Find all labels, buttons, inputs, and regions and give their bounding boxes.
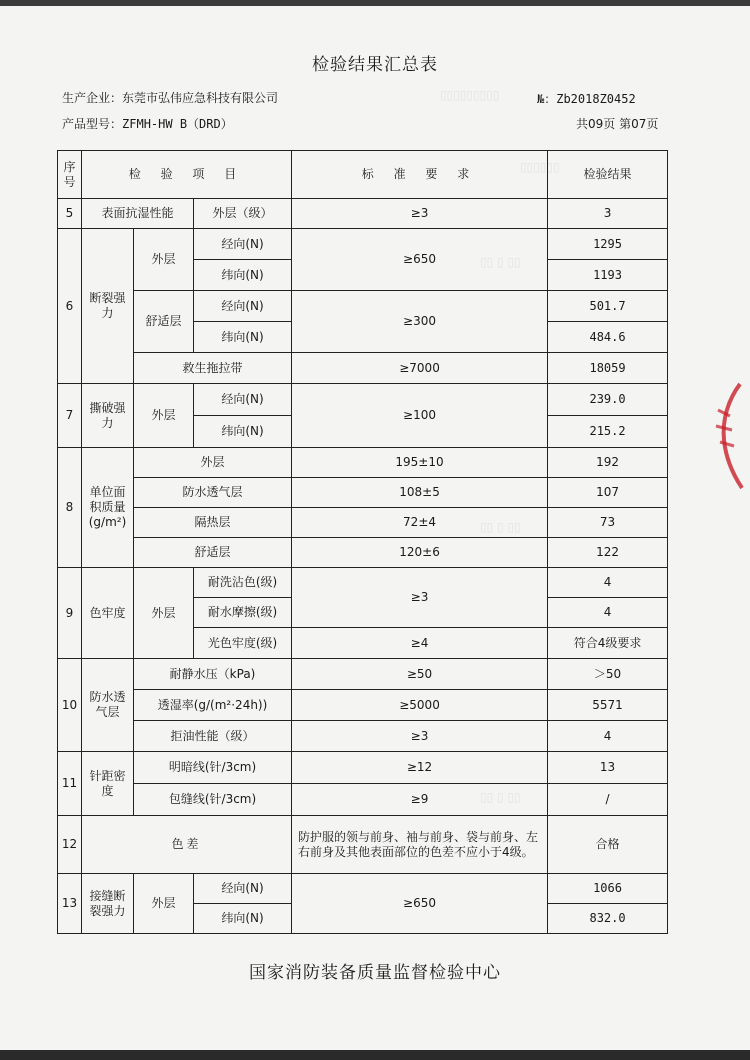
sub-item: 透湿率(g/(m²·24h)) xyxy=(134,690,292,721)
standard: ≥4 xyxy=(292,628,548,659)
sub-item: 外层（级） xyxy=(194,199,292,229)
standard: ≥5000 xyxy=(292,690,548,721)
layer-name: 舒适层 xyxy=(134,291,194,353)
standard: ≥12 xyxy=(292,752,548,784)
result: 122 xyxy=(548,538,668,568)
item-name: 色差 xyxy=(82,816,292,874)
table-row xyxy=(58,568,668,598)
sub-item: 拒油性能（级） xyxy=(134,721,292,752)
row-no: 13 xyxy=(58,874,82,934)
issuer-footer: 国家消防装备质量监督检验中心 xyxy=(249,963,501,983)
row-no: 6 xyxy=(58,229,82,384)
standard: ≥3 xyxy=(292,568,548,628)
header-item: 检 验 项 目 xyxy=(82,151,292,199)
direction: 纬向(N) xyxy=(194,416,292,448)
scan-edge-top xyxy=(0,0,750,6)
result: 107 xyxy=(548,478,668,508)
model-line xyxy=(62,115,233,132)
header-standard: 标 准 要 求 xyxy=(292,151,548,199)
row-no: 8 xyxy=(58,448,82,568)
result: / xyxy=(548,784,668,816)
model-label: 产品型号： xyxy=(62,117,123,131)
model-value: ZFMH-HW B（DRD） xyxy=(122,117,233,131)
standard: ≥3 xyxy=(292,199,548,229)
bleed-through-text: ▯▯▯▯▯▯▯▯▯ xyxy=(440,88,500,102)
table-row xyxy=(58,721,668,752)
result: 合格 xyxy=(548,816,668,874)
result: 1193 xyxy=(548,260,668,291)
result: 832.0 xyxy=(548,904,668,934)
result: ＞50 xyxy=(548,659,668,690)
item-name: 断裂强力 xyxy=(82,229,134,384)
result: 192 xyxy=(548,448,668,478)
result: 3 xyxy=(548,199,668,229)
standard: 120±6 xyxy=(292,538,548,568)
result: 73 xyxy=(548,508,668,538)
sub-item: 耐洗沾色(级) xyxy=(194,568,292,598)
manufacturer-label: 生产企业： xyxy=(62,91,123,105)
standard: ≥650 xyxy=(292,229,548,291)
layer-name: 外层 xyxy=(134,384,194,448)
row-no: 10 xyxy=(58,659,82,752)
row-no: 11 xyxy=(58,752,82,816)
table-row xyxy=(58,752,668,784)
bleed-through-text: ▯▯ ▯ ▯▯ xyxy=(480,255,521,269)
table-row xyxy=(58,784,668,816)
standard: ≥7000 xyxy=(292,353,548,384)
item-name: 接缝断裂强力 xyxy=(82,874,134,934)
bleed-through-text: ▯▯ ▯ ▯▯ xyxy=(480,790,521,804)
result: 13 xyxy=(548,752,668,784)
result: 1066 xyxy=(548,874,668,904)
result: 501.7 xyxy=(548,291,668,322)
bleed-through-text: ▯▯ ▯ ▯▯ xyxy=(480,520,521,534)
bleed-through-text: ▯▯▯▯▯▯ xyxy=(520,160,560,174)
sub-item: 耐水摩擦(级) xyxy=(194,598,292,628)
table-row xyxy=(58,199,668,229)
standard: 195±10 xyxy=(292,448,548,478)
table-row xyxy=(58,291,668,322)
result: 4 xyxy=(548,598,668,628)
standard: 72±4 xyxy=(292,508,548,538)
result: 5571 xyxy=(548,690,668,721)
table-row xyxy=(58,816,668,874)
item-unit: (g/m²) xyxy=(88,515,127,529)
sub-item: 耐静水压（kPa) xyxy=(134,659,292,690)
table-row xyxy=(58,538,668,568)
row-no: 5 xyxy=(58,199,82,229)
page-title: 检验结果汇总表 xyxy=(312,55,438,75)
table-row xyxy=(58,448,668,478)
page-info: 共09页 第07页 xyxy=(576,117,659,131)
result: 符合4级要求 xyxy=(548,628,668,659)
manufacturer-line xyxy=(62,89,278,106)
item-name: 防水透气层 xyxy=(82,659,134,752)
row-no: 12 xyxy=(58,816,82,874)
item-name: 针距密度 xyxy=(82,752,134,816)
item-name xyxy=(82,448,134,568)
report-number: №：Zb2018Z0452 xyxy=(537,92,636,106)
table-row xyxy=(58,659,668,690)
table-row xyxy=(58,229,668,260)
direction: 经向(N) xyxy=(194,291,292,322)
header-no: 序号 xyxy=(58,151,82,199)
header-row xyxy=(58,151,668,199)
item-name: 表面抗湿性能 xyxy=(82,199,194,229)
standard: ≥100 xyxy=(292,384,548,448)
table-row xyxy=(58,353,668,384)
item-name: 撕破强力 xyxy=(82,384,134,448)
standard: ≥650 xyxy=(292,874,548,934)
table-row xyxy=(58,508,668,538)
result: 18059 xyxy=(548,353,668,384)
table-row xyxy=(58,690,668,721)
red-stamp-fragment-icon xyxy=(710,380,744,490)
direction: 经向(N) xyxy=(194,229,292,260)
sub-item: 救生拖拉带 xyxy=(134,353,292,384)
direction: 经向(N) xyxy=(194,384,292,416)
row-no: 9 xyxy=(58,568,82,659)
result: 484.6 xyxy=(548,322,668,353)
sub-item: 包缝线(针/3cm) xyxy=(134,784,292,816)
sub-item: 光色牢度(级) xyxy=(194,628,292,659)
direction: 纬向(N) xyxy=(194,904,292,934)
table-row xyxy=(58,874,668,904)
header-result: 检验结果 xyxy=(548,151,668,199)
standard: ≥300 xyxy=(292,291,548,353)
table-row xyxy=(58,384,668,416)
result: 4 xyxy=(548,721,668,752)
row-no: 7 xyxy=(58,384,82,448)
standard: ≥3 xyxy=(292,721,548,752)
standard: 防护服的领与前身、袖与前身、袋与前身、左右前身及其他表面部位的色差不应小于4级。 xyxy=(292,816,548,874)
scan-edge-bottom xyxy=(0,1050,750,1060)
standard: 108±5 xyxy=(292,478,548,508)
layer-name: 外层 xyxy=(134,448,292,478)
layer-name: 外层 xyxy=(134,568,194,659)
standard: ≥50 xyxy=(292,659,548,690)
sub-item: 明暗线(针/3cm) xyxy=(134,752,292,784)
layer-name: 外层 xyxy=(134,874,194,934)
results-table xyxy=(57,150,668,934)
layer-name: 舒适层 xyxy=(134,538,292,568)
result: 4 xyxy=(548,568,668,598)
item-name: 色牢度 xyxy=(82,568,134,659)
layer-name: 隔热层 xyxy=(134,508,292,538)
standard: ≥9 xyxy=(292,784,548,816)
layer-name: 防水透气层 xyxy=(134,478,292,508)
manufacturer-name: 东莞市弘伟应急科技有限公司 xyxy=(122,91,279,105)
result: 215.2 xyxy=(548,416,668,448)
direction: 经向(N) xyxy=(194,874,292,904)
direction: 纬向(N) xyxy=(194,260,292,291)
result: 239.0 xyxy=(548,384,668,416)
table-row xyxy=(58,478,668,508)
item-name-text: 单位面积质量 xyxy=(89,485,126,514)
layer-name: 外层 xyxy=(134,229,194,291)
result: 1295 xyxy=(548,229,668,260)
direction: 纬向(N) xyxy=(194,322,292,353)
